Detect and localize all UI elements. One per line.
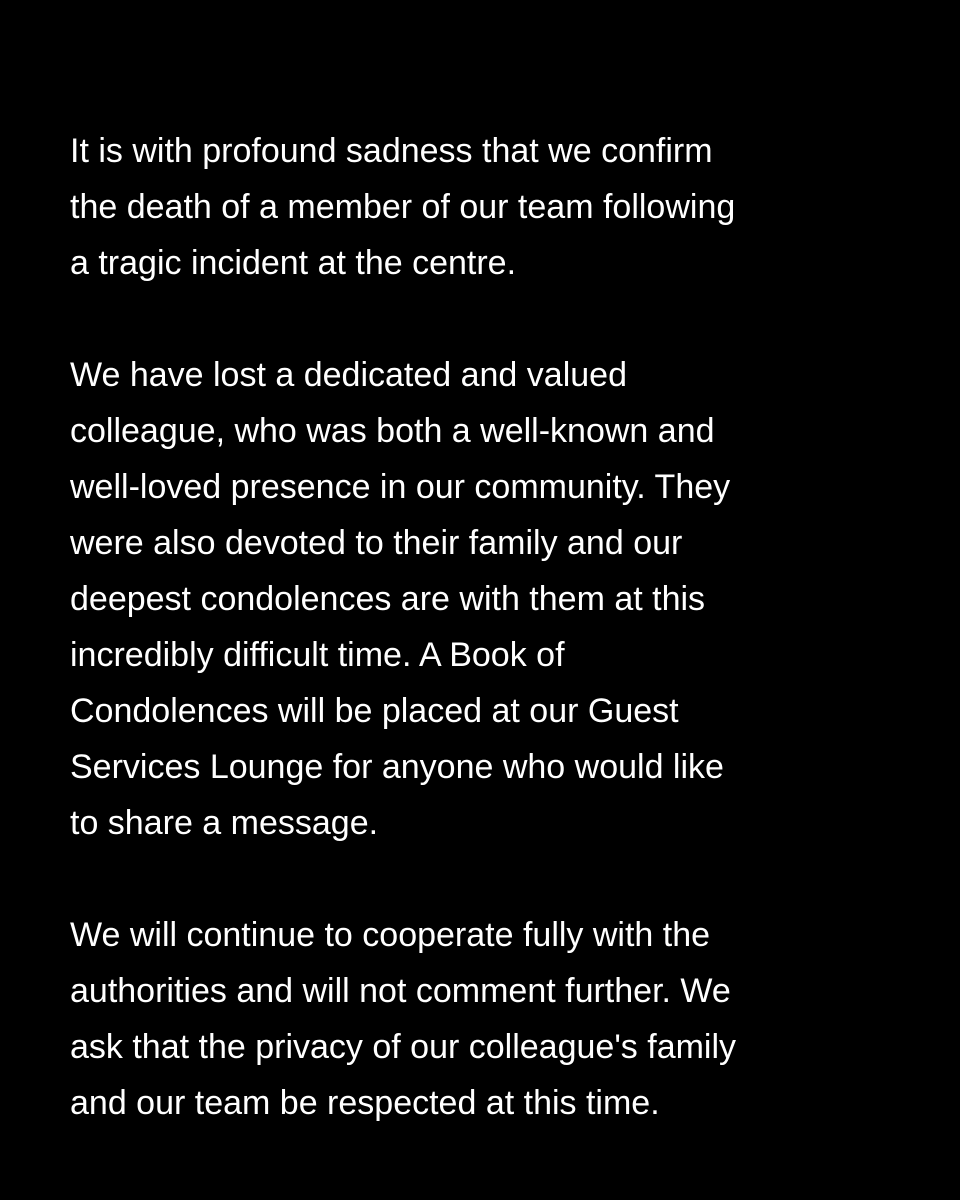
text-line: It is with profound sadness that we confirm bbox=[70, 132, 713, 170]
text-line: We will continue to cooperate fully with the bbox=[70, 916, 711, 954]
text-line: We have lost a dedicated and valued bbox=[70, 356, 627, 394]
text-line: the death of a member of our team following bbox=[70, 188, 736, 226]
text-line: well-loved presence in our community. They bbox=[70, 468, 731, 506]
text-line: authorities and will not comment further. We bbox=[70, 972, 731, 1010]
text-line: and our team be respected at this time. bbox=[70, 1084, 660, 1122]
text-line: were also devoted to their family and our bbox=[70, 524, 683, 562]
statement-text bbox=[70, 123, 930, 1187]
text-line: Services Lounge for anyone who would like bbox=[70, 748, 724, 786]
text-line: Condolences will be placed at our Guest bbox=[70, 692, 679, 730]
paragraph-1 bbox=[70, 123, 930, 291]
paragraph-3 bbox=[70, 907, 930, 1131]
text-line: to share a message. bbox=[70, 804, 379, 842]
paragraph-2 bbox=[70, 347, 930, 851]
text-line: deepest condolences are with them at this bbox=[70, 580, 706, 618]
text-line: colleague, who was both a well-known and bbox=[70, 412, 715, 450]
text-line: incredibly difficult time. A Book of bbox=[70, 636, 565, 674]
text-line: ask that the privacy of our colleague's family bbox=[70, 1028, 737, 1066]
text-line: a tragic incident at the centre. bbox=[70, 244, 517, 282]
